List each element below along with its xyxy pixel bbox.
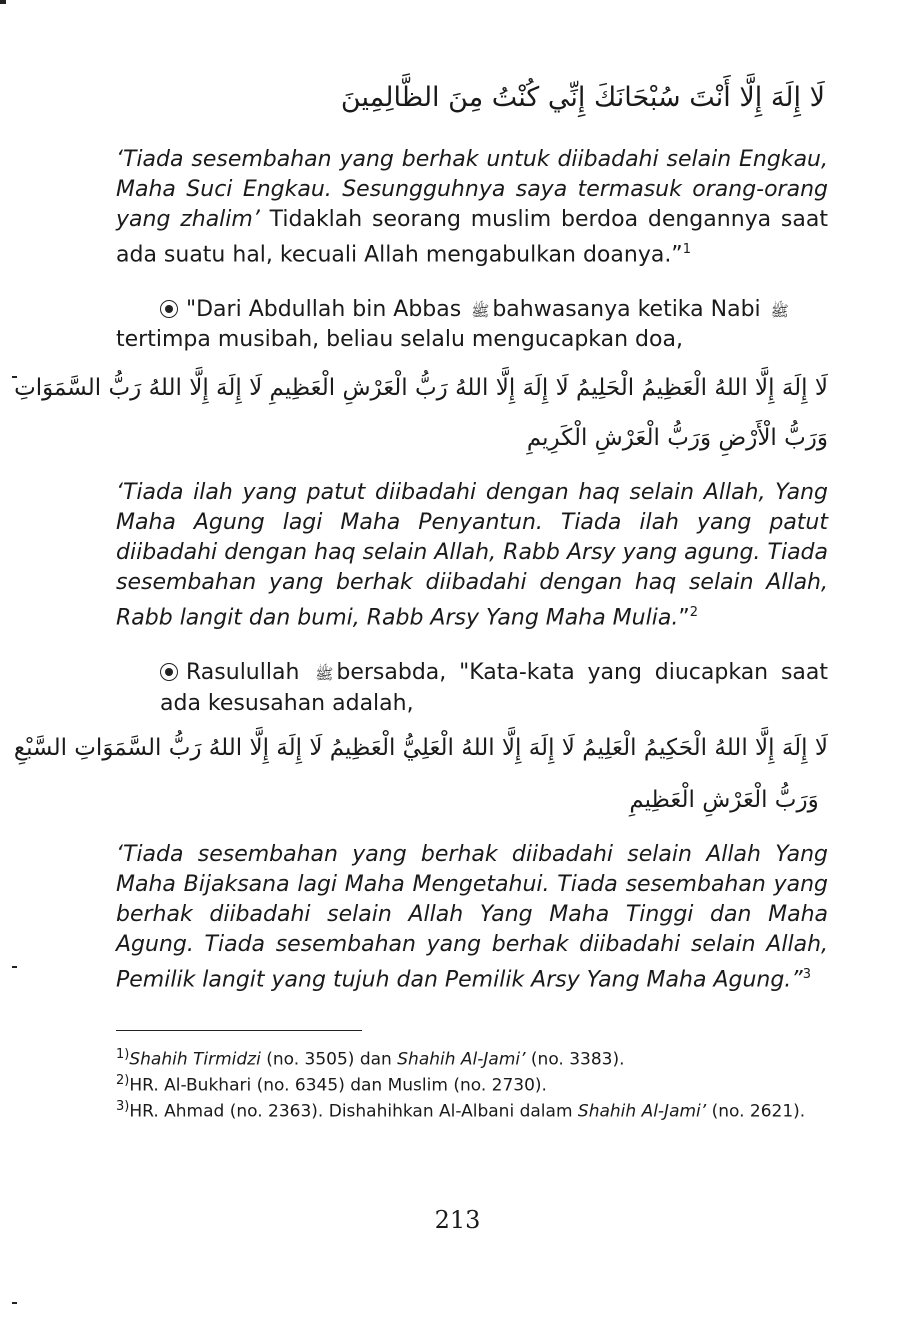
hadith-text: "Dari Abdullah bin Abbas [186, 297, 462, 322]
arabic-dua-1: لَا إِلَهَ إِلَّا أَنْتَ سُبْحَانَكَ إِنِّي كُنْتُ مِنَ الظَّالِمِينَ [340, 82, 825, 113]
paragraph-translation-3 [116, 840, 828, 995]
footnote-text: (no. 3383). [525, 1049, 625, 1070]
hadith-text: bersabda, "Kata-kata yang diucapkan saat ada kesusahan adalah, [160, 660, 828, 716]
footnote-number: 3) [116, 1099, 130, 1114]
quote-close: ” [678, 605, 690, 631]
footnote-ref-1: 1 [682, 242, 691, 257]
arabic-dua-3a: لَا إِلَهَ إِلَّا اللهُ الْحَكِيمُ الْعَلِيمُ لَا إِلَهَ إِلَّا اللهُ الْعَلِيُّ الْعَظِيمُ لَا إِلَهَ إِلَّا اللهُ رَبُّ السَّمَوَاتِ السَّبْعِ [13, 735, 828, 761]
footnote-3 [116, 1094, 831, 1125]
arabic-dua-3b: وَرَبُّ الْعَرْشِ الْعَظِيمِ [629, 787, 819, 813]
honorific-symbol-icon: ﷺ [770, 302, 789, 320]
ornament-bullet-icon [160, 300, 178, 318]
footnote-text: HR. Ahmad (no. 2363). Dishahihkan Al-Albani dalam [129, 1101, 578, 1122]
page-number: 213 [434, 1206, 481, 1234]
scan-mark [0, 0, 6, 4]
paragraph-translation-2 [116, 478, 828, 633]
scan-mark [12, 1302, 17, 1304]
ornament-bullet-icon [160, 663, 178, 681]
footnote-text: HR. Al-Bukhari (no. 6345) dan Muslim (no. 2730). [129, 1075, 547, 1096]
footnote-title: Shahih Al-Jami’ [397, 1049, 526, 1070]
honorific-symbol-icon: ﷺ [471, 302, 490, 320]
honorific-symbol-icon: ﷺ [315, 665, 334, 683]
hadith-note: Tidaklah seorang muslim berdoa dengannya saat ada suatu hal, kecuali Allah mengabulkan doanya.” [116, 207, 828, 268]
translation-italic: ‘Tiada ilah yang patut diibadahi dengan haq selain Allah, Yang Maha Agung lagi Maha Penyantun. Tiada ilah yang patut diibadahi dengan haq selain Allah, Rabb Arsy yang agung. Tiada sesembahan yang berhak diibadahi dengan haq selain Allah, Rabb langit dan bumi, Rabb Arsy Yang Maha Mulia. [116, 480, 828, 631]
translation-italic: ‘Tiada sesembahan yang berhak diibadahi selain Allah Yang Maha Bijaksana lagi Maha Mengetahui. Tiada sesembahan yang berhak diibadahi selain Allah Yang Maha Tinggi dan Maha Agung. Tiada sesembahan yang berhak diibadahi selain Allah, Pemilik langit yang tujuh dan Pemilik Arsy Yang Maha Agung.” [116, 842, 828, 993]
hadith-text-line: tertimpa musibah, beliau selalu mengucapkan doa, [116, 327, 683, 352]
hadith-text: Rasulullah [186, 660, 300, 685]
arabic-dua-2b: وَرَبُّ الْأَرْضِ وَرَبُّ الْعَرْشِ الْكَرِيمِ [526, 425, 828, 451]
footnote-title: Shahih Al-Jami’ [577, 1101, 707, 1122]
paragraph-hadith-2 [160, 295, 828, 326]
footnote-title: Shahih Tirmidzi [129, 1049, 261, 1070]
hadith-text: bahwasanya ketika Nabi [492, 297, 761, 322]
footnote-text: (no. 2621). [706, 1101, 806, 1122]
paragraph-translation-1 [116, 145, 828, 270]
translation-italic: ‘Tiada sesembahan yang berhak untuk diibadahi selain Engkau, Maha Suci Engkau. Sesungguhnya saya termasuk orang-orang yang zhalim’ [116, 147, 828, 232]
footnote-divider [116, 1030, 362, 1031]
scan-mark [12, 966, 17, 968]
footnote-text: (no. 3505) dan [260, 1049, 398, 1070]
paragraph-hadith-3 [160, 658, 828, 719]
arabic-dua-2a: لَا إِلَهَ إِلَّا اللهُ الْعَظِيمُ الْحَلِيمُ لَا إِلَهَ إِلَّا اللهُ رَبُّ الْعَرْشِ الْعَظِيمِ لَا إِلَهَ إِلَّا اللهُ رَبُّ السَّمَوَاتِ [14, 375, 828, 401]
footnote-number: 2) [116, 1073, 130, 1088]
footnote-ref-3: 3 [802, 967, 811, 982]
footnote-number: 1) [116, 1047, 130, 1062]
footnote-ref-2: 2 [689, 605, 698, 620]
